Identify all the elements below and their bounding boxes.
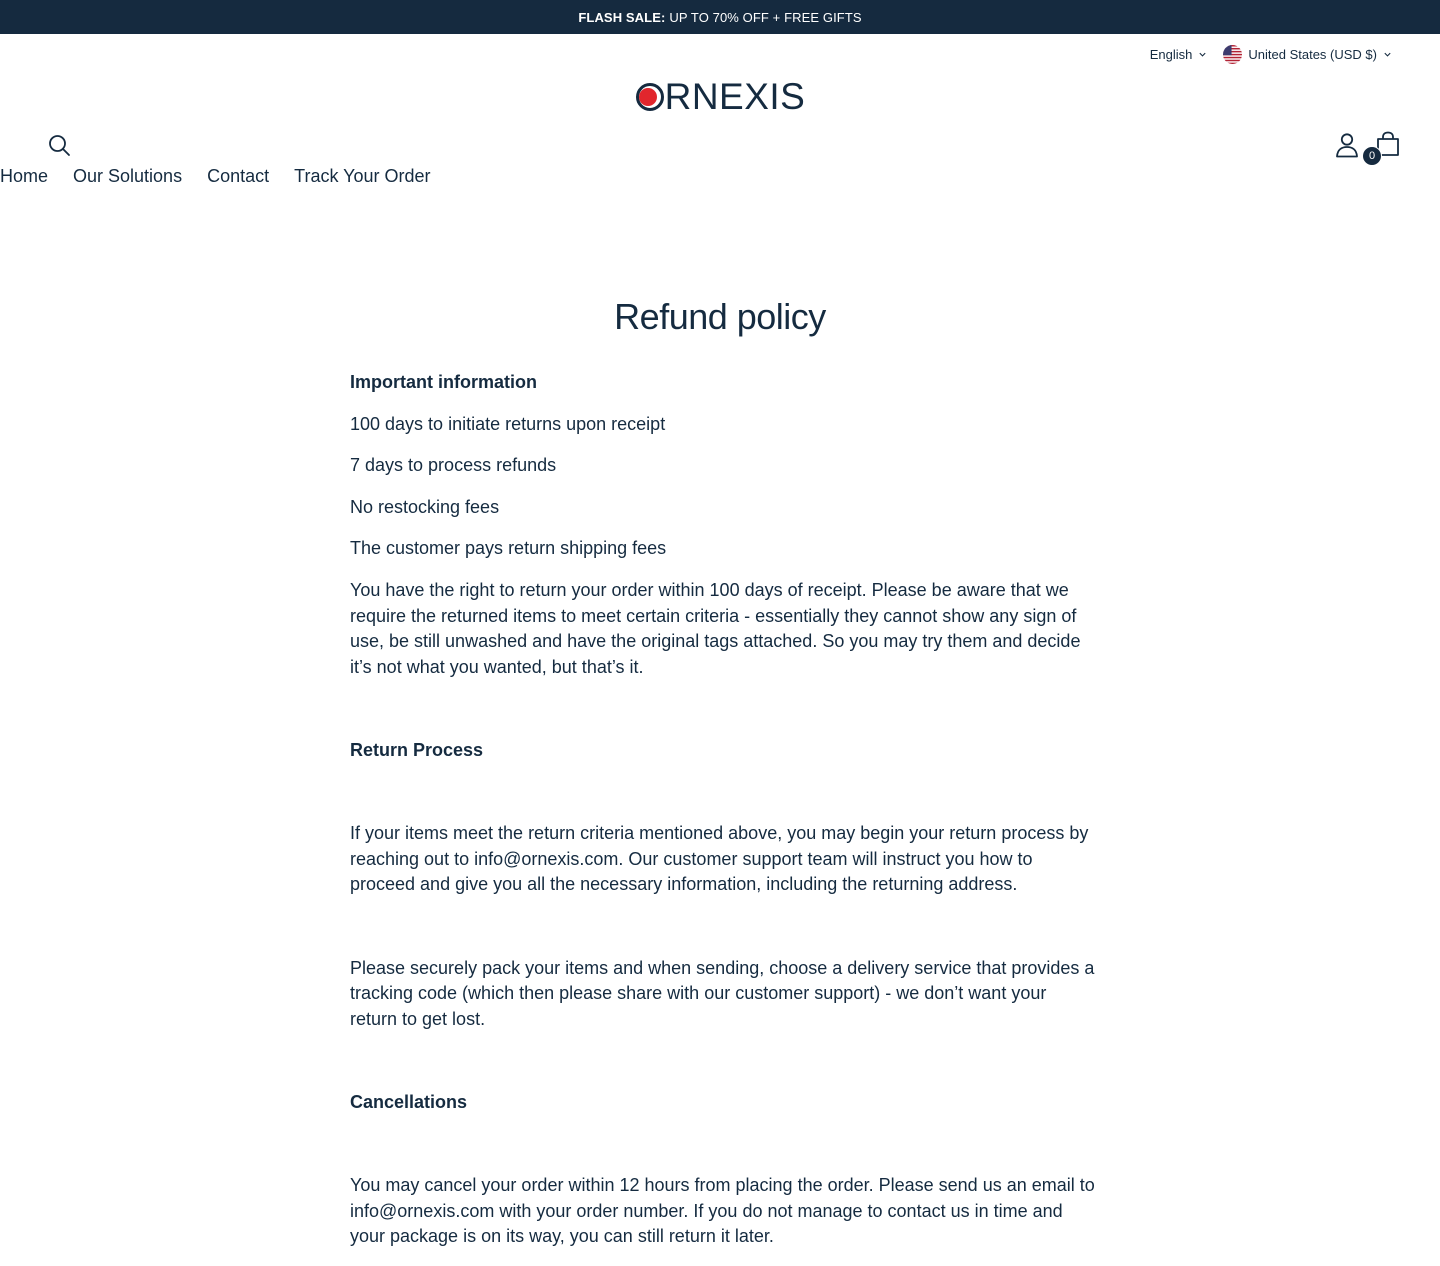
return-paragraph-1: If your items meet the return criteria mentioned above, you may begin your return process by reaching out to info@ornexis.com. Our customer support team will instruct you how to proceed and give you all the necessary information, including the returning address. <box>350 823 1089 895</box>
policy-item: The customer pays return shipping fees <box>350 538 667 559</box>
account-icon[interactable] <box>1335 132 1359 158</box>
logo[interactable] <box>0 78 1440 116</box>
announcement-bold: FLASH SALE: <box>578 9 666 25</box>
cart-button[interactable] <box>1362 131 1404 165</box>
return-paragraph-2: Please securely pack your items and when sending, choose a delivery service that provides a tracking code (which then please share with our customer support) - we don’t want your return to get lost. <box>350 957 1095 1029</box>
policy-item: 7 days to process refunds <box>350 455 557 476</box>
country-selector[interactable] <box>1223 45 1392 64</box>
main-nav <box>0 166 431 187</box>
announcement-bar <box>0 0 1440 34</box>
nav-contact[interactable]: Contact <box>207 166 270 186</box>
country-label: United States (USD $) <box>1248 47 1377 62</box>
cancel-paragraph: You may cancel your order within 12 hours from placing the order. Please send us an email to info@ornexis.com with your order number. If you do not manage to contact us in time and your package is on its way, you can still return it later. <box>350 1175 1095 1247</box>
nav-track-order[interactable]: Track Your Order <box>294 166 431 186</box>
logo-mark-icon <box>635 82 665 112</box>
us-flag-icon <box>1223 45 1242 64</box>
announcement-text: UP TO 70% OFF + FREE GIFTS <box>669 9 862 25</box>
cart-count-badge: 0 <box>1362 146 1382 166</box>
nav-our-solutions[interactable]: Our Solutions <box>73 166 183 186</box>
cancel-heading: Cancellations <box>350 1091 468 1112</box>
page-title: Refund policy <box>614 296 826 337</box>
nav-home[interactable]: Home <box>0 166 49 186</box>
policy-content <box>350 370 1095 1266</box>
localization <box>1150 45 1392 64</box>
chevron-down-icon <box>1198 50 1207 59</box>
logo-text: RNEXIS <box>635 78 806 116</box>
return-heading: Return Process <box>350 739 484 760</box>
policy-item: 100 days to initiate returns upon receipt <box>350 413 666 434</box>
policy-item: No restocking fees <box>350 496 500 517</box>
language-label: English <box>1149 47 1193 62</box>
chevron-down-icon <box>1383 50 1392 59</box>
intro-paragraph: You have the right to return your order within 100 days of receipt. Please be aware that we require the returned items to meet certain criteria - essentially they cannot show any sign of use, be still unwashed and have the original tags attached. So you may try them and decide it’s not what you wanted, but that’s it. <box>350 579 1081 677</box>
search-icon[interactable] <box>47 133 71 157</box>
language-selector[interactable] <box>1150 47 1208 62</box>
important-heading: Important information <box>350 372 537 392</box>
